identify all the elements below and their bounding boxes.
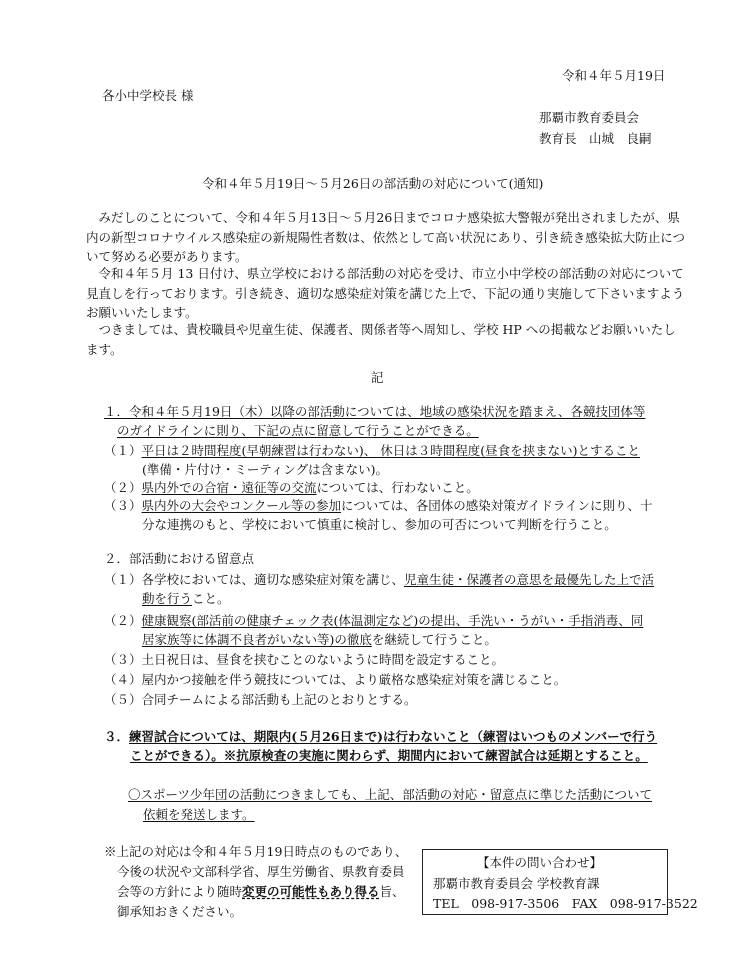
sports-note-line-2 xyxy=(143,805,255,824)
section-3-line-2 xyxy=(130,746,648,765)
sender-org: 那覇市教育委員会 xyxy=(539,110,640,125)
item-text: (準備・片付け・ミーティングは含まない)。 xyxy=(142,462,389,477)
footnote-text: 会等の方針により随時 xyxy=(117,884,243,899)
contact-org: 那覇市教育委員会 学校教育課 xyxy=(433,876,600,891)
section-3-text-1: 練習試合については、期限内(５月26日まで)は行わないこと（練習はいつものメンバーで行う xyxy=(129,729,658,744)
item-underlined: 県内外の大会やコンクール等の参加 xyxy=(141,498,342,513)
item-text: については、行わないこと。 xyxy=(316,480,479,495)
section-1-text-2: のガイドラインに則り、下記の点に留意して行うことができる。 xyxy=(117,423,479,438)
section-2-item-2 xyxy=(104,611,643,630)
section-2-item-2-cont xyxy=(142,630,497,649)
recipient: 各小中学校長 様 xyxy=(102,88,194,103)
item-underlined: 健康観察(部活前の健康チェック表(体温測定など)の提出、手洗い・うがい・手指消毒、同 xyxy=(141,613,644,628)
contact-box xyxy=(422,849,698,915)
intro-paragraph-1: みだしのことについて、令和４年５月13日～５月26日までコロナ感染拡大警報が発出されましたが、県内の新型コロナウイルス感染症の新規陽性者数は、依然として高い状況にあり、引き続き感染拡大防止について努める必要があります。 xyxy=(86,210,686,264)
item-text: 分な連携のもと、学校において慎重に検討し、参加の可否について判断を行うこと。 xyxy=(142,517,617,532)
section-1-item-3 xyxy=(104,496,653,515)
section-3-text-3: ※抗原検査の実施に関わらず、期間内において練習試合は延期とすること。 xyxy=(223,748,648,763)
item-number: （１） xyxy=(104,572,142,587)
section-3-line-1 xyxy=(104,727,657,746)
ki-marker: 記 xyxy=(371,370,384,385)
footnote-text: 旨、 xyxy=(379,884,405,899)
item-number: （３） xyxy=(104,498,142,513)
item-number: （１） xyxy=(104,443,142,458)
contact-heading: 【本件の問い合わせ】 xyxy=(477,855,603,870)
section-2-item-1 xyxy=(104,570,654,589)
contact-phone: TEL 098-917-3506 FAX 098-917-3522 xyxy=(433,896,698,911)
section-1-item-3-cont xyxy=(142,515,617,534)
section-1-item-2 xyxy=(104,478,479,497)
sports-note-text-1: 〇スポーツ少年団の活動につきましても、上記、部活動の対応・留意点に準じた活動について xyxy=(128,787,653,802)
section-1-text-1: １．令和４年５月19日（木）以降の部活動については、地域の感染状況を踏まえ、各競技団体等 xyxy=(104,404,646,419)
section-2-item-1-cont xyxy=(142,589,230,608)
section-1-item-1-cont xyxy=(142,460,388,479)
item-underlined: 動を行う xyxy=(142,591,193,606)
section-3-number: ３． xyxy=(104,729,130,744)
section-1-item-1 xyxy=(104,441,640,460)
item-underlined: 居家族等に体調不良者がいない等)の徹底 xyxy=(142,632,372,647)
intro-paragraph-3: つきましては、貴校職員や児童生徒、保護者、関係者等へ周知し、学校 HP への掲載などお願いいたします。 xyxy=(86,322,676,357)
section-1-line-2 xyxy=(117,421,479,440)
sports-note-line-1 xyxy=(128,785,652,804)
sender-person: 教育長 山城 良嗣 xyxy=(539,131,652,146)
document-title: 令和４年５月19日～５月26日の部活動の対応について(通知) xyxy=(202,176,544,191)
sports-note-text-2: 依頼を発送します。 xyxy=(143,807,255,822)
item-underlined: 県内外での合宿・遠征等の交流 xyxy=(141,480,317,495)
footnote-line-3 xyxy=(117,882,405,901)
section-2-heading: ２．部活動における留意点 xyxy=(104,551,255,566)
footnote-line-1: ※上記の対応は令和４年５月19日時点のものであり、 xyxy=(104,844,408,859)
section-3-text-2: ことができる）。 xyxy=(130,748,224,763)
item-text: については、各団体の感染対策ガイドラインに則り、十 xyxy=(341,498,653,513)
intro-paragraph-2: 令和４年５月 13 日付け、県立学校における部活動の対応を受け、市立小中学校の部活動の対応について見直しを行っております。引き続き、適切な感染症対策を講じた上で、下記の通り実施して下さいますようお願いいたします。 xyxy=(86,266,685,320)
item-number: （２） xyxy=(104,480,142,495)
item-text: 平日は２時間程度(早朝練習は行わない)、 休日は３時間程度(昼食を挟まない)とすること xyxy=(141,443,640,458)
footnote-line-4: 御承知おきください。 xyxy=(117,904,243,919)
section-1-line-1 xyxy=(104,402,645,421)
section-2-item-3: （３）土日祝日は、昼食を挟むことのないように時間を設定すること。 xyxy=(104,652,505,667)
document-date: 令和４年５月19日 xyxy=(562,68,666,83)
item-text: 各学校においては、適切な感染症対策を講じ、 xyxy=(141,572,405,587)
item-underlined: 児童生徒・保護者の意思を最優先した上で活 xyxy=(404,572,655,587)
section-2-item-4: （４）屋内かつ接触を伴う競技については、より厳格な感染症対策を講じること。 xyxy=(104,672,567,687)
item-text: を継続して行うこと。 xyxy=(371,632,497,647)
footnote-line-2: 今後の状況や文部科学省、厚生労働省、県教育委員 xyxy=(117,864,405,879)
footnote-emphasis: 変更の可能性もあり得る xyxy=(242,884,380,899)
item-number: （２） xyxy=(104,613,142,628)
section-2-item-5: （５）合同チームによる部活動も上記のとおりとする。 xyxy=(104,692,417,707)
item-text: こと。 xyxy=(192,591,230,606)
